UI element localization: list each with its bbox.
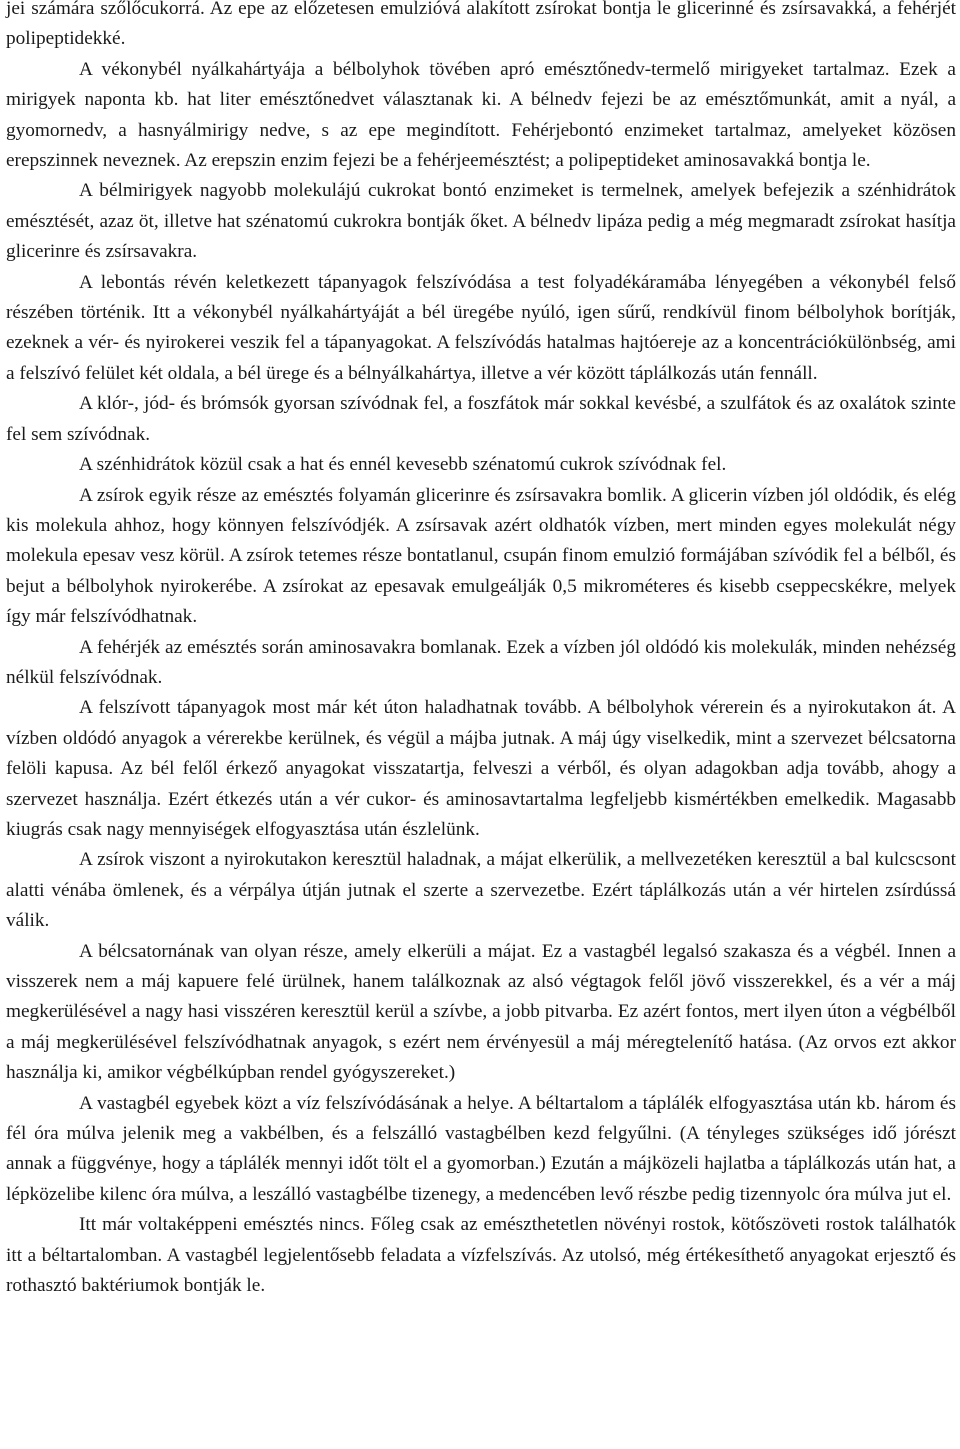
paragraph-9: A felszívott tápanyagok most már két úton haladhatnak tovább. A bélbolyhok vérerein és a nyirokutakon át. A vízben oldódó anyagok a vérerekbe kerülnek, és végül a májba jutnak. A máj úgy viselkedik, mint a szervezet bélcsatorna felöli kapusa. Az bél felől érkező anyagokat visszatartja, felveszi a vérből, és olyan adagokban adja tovább, ahogy a szervezet használja. Ezért étkezés után a vér cukor- és aminosavtartalma legfeljebb kismértékben emelkedik. Magasabb kiugrás csak nagy mennyiségek elfogyasztása után észlelünk.: [6, 697, 956, 840]
paragraph-3: A bélmirigyek nagyobb molekulájú cukrokat bontó enzimeket is termelnek, amelyek befejezik a szénhidrátok emésztését, azaz öt, illetve hat szénatomú cukrokra bontják őket. A bélnedv lipáza pedig a még megmaradt zsírokat hasítja glicerinre és zsírsavakra.: [6, 180, 956, 263]
paragraph-10: A zsírok viszont a nyirokutakon keresztül haladnak, a májat elkerülik, a mellvezetéken keresztül a bal kulcscsont alatti vénába ömlenek, és a vérpálya útján jutnak el szerte a szervezetbe. Ezért táplálkozás után a vér hirtelen zsírdússá válik.: [6, 849, 956, 932]
paragraph-11: A bélcsatornának van olyan része, amely elkerüli a májat. Ez a vastagbél legalsó szakasza és a végbél. Innen a visszerek nem a máj kapuere felé ürülnek, hanem találkoznak az alsó végtagok felől jövő visszerekkel, és a vér a máj megkerülésével a nagy hasi visszéren keresztül kerül a szívbe, a jobb pitvarba. Ez azért fontos, mert ilyen úton a végbélből a máj megkerülésével felszívódhatnak anyagok, s ezért nem érvényesül a máj méregtelenítő hatása. (Az orvos ezt akkor használja ki, amikor végbélkúpban rendel gyógyszereket.): [6, 940, 956, 1084]
paragraph-2: A vékonybél nyálkahártyája a bélbolyhok tövében apró emésztőnedv-termelő mirigyeket tartalmaz. Ezek a mirigyek naponta kb. hat liter emésztőnedvet választanak ki. A bélnedv fejezi be az emésztőmunkát, amit a nyál, a gyomornedv, a hasnyálmirigy nedve, s az epe megindított. Fehérjebontó enzimeket tartalmaz, amelyeket közösen erepszinnek neveznek. Az erepszin enzim fejezi be a fehérjeemésztést; a polipeptideket aminosavakká bontja le.: [6, 58, 956, 172]
paragraph-13: Itt már voltaképpeni emésztés nincs. Főleg csak az emészthetetlen növényi rostok, kötőszöveti rostok találhatók itt a béltartalomban. A vastagbél legjelentősebb feladata a vízfelszívás. Az utolsó, még értékesíthető anyagokat erjesztő és rothasztó baktériumok bontják le.: [6, 1214, 956, 1297]
paragraph-6: A szénhidrátok közül csak a hat és ennél kevesebb szénatomú cukrok szívódnak fel.: [79, 454, 727, 476]
paragraph-12: A vastagbél egyebek közt a víz felszívódásának a helye. A béltartalom a táplálék elfogyasztása után kb. három és fél óra múlva jelenik meg a vakbélben, és a felszálló vastagbélben kezd felgyűlni. (A tényleges szükséges idő jórészt annak a függvénye, hogy a táplálék mennyi időt tölt el a gyomorban.) Ezután a májközeli hajlatba a táplálkozás után hat, a lépközelibe kilenc óra múlva, a leszálló vastagbélbe tizenegy, a medencében levő részbe pedig tizennyolc óra múlva jut el.: [6, 1092, 956, 1205]
paragraph-4: A lebontás révén keletkezett tápanyagok felszívódása a test folyadékáramába lényegében a vékonybél felső részében történik. Itt a vékonybél nyálkahártyáját a bél üregébe nyúló, igen sűrű, rendkívül finom bélbolyhok borítják, ezeknek a vér- és nyirokerei veszik fel a tápanyagokat. A felszívódás hatalmas hajtóereje az a koncentrációkülönbség, ami a felszívó felület két oldala, a bél ürege és a bélnyálkahártya, illetve a vér között táplálkozás után fennáll.: [6, 271, 956, 384]
paragraph-8: A fehérjék az emésztés során aminosavakra bomlanak. Ezek a vízben jól oldódó kis molekulák, minden nehézség nélkül felszívódnak.: [6, 636, 956, 688]
paragraph-1: jei számára szőlőcukorrá. Az epe az előzetesen emulzióvá alakított zsírokat bontja le glicerinné és zsírsavakká, a fehérjét polipeptidekké.: [6, 0, 956, 50]
paragraph-5: A klór-, jód- és brómsók gyorsan szívódnak fel, a foszfátok már sokkal kevésbé, a szulfátok és az oxalátok szinte fel sem szívódnak.: [6, 393, 956, 445]
paragraph-7: A zsírok egyik része az emésztés folyamán glicerinre és zsírsavakra bomlik. A glicerin vízben jól oldódik, és elég kis molekula ahhoz, hogy könnyen felszívódjék. A zsírsavak azért oldhatók vízben, mert minden egyes molekulát négy molekula epesav vesz körül. A zsírok tetemes része bontatlanul, csupán finom emulzió formájában szívódik fel a bélből, és bejut a bélbolyhok nyirokerébe. A zsírokat az epesavak emulgeálják 0,5 mikrométeres és kisebb cseppecskékre, melyek így már felszívódhatnak.: [6, 484, 956, 628]
